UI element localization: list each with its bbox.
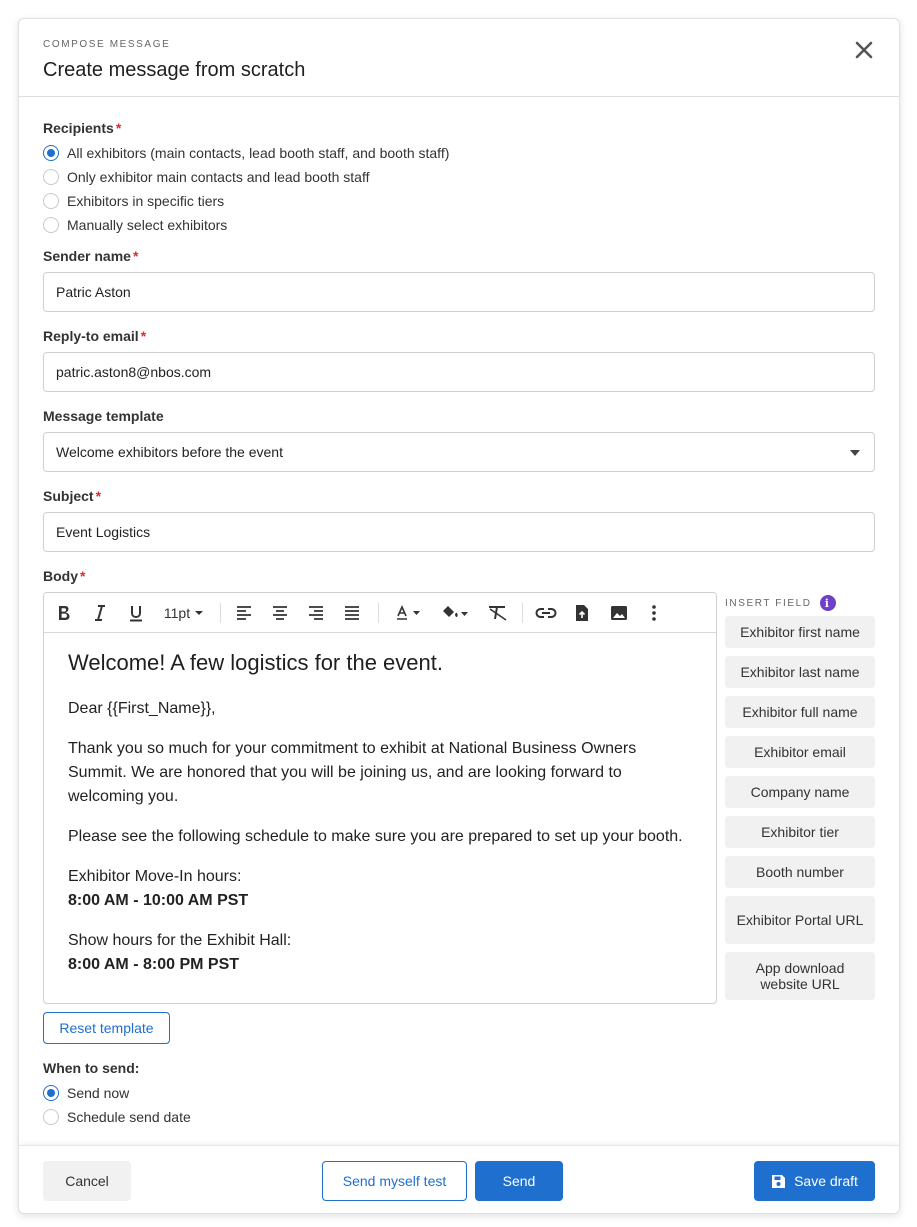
- sender-name-label: Sender name *: [43, 248, 139, 264]
- insert-field-booth-number[interactable]: Booth number: [725, 856, 875, 888]
- movein-hours: 8:00 AM - 10:00 AM PST: [68, 892, 249, 909]
- fill-color-icon[interactable]: [438, 601, 472, 625]
- caret-down-icon: [850, 450, 860, 456]
- send-button[interactable]: Send: [475, 1161, 563, 1201]
- body-paragraph: Thank you so much for your commitment to exhibit at National Business Owners Summit. We are honored that you will be joining us, and are looking forward to welcoming you.: [68, 740, 637, 805]
- file-upload-icon[interactable]: [572, 601, 592, 625]
- underline-icon[interactable]: [126, 601, 146, 625]
- recipient-option-tiers[interactable]: Exhibitors in specific tiers: [43, 191, 224, 211]
- text-color-icon[interactable]: [394, 601, 424, 625]
- radio-button[interactable]: [43, 193, 59, 209]
- recipients-label: Recipients *: [43, 120, 122, 136]
- subject-input[interactable]: Event Logistics: [43, 512, 875, 552]
- info-icon[interactable]: i: [820, 595, 836, 611]
- modal-title: Create message from scratch: [43, 59, 306, 81]
- send-test-button[interactable]: Send myself test: [322, 1161, 467, 1201]
- recipient-option-manual[interactable]: Manually select exhibitors: [43, 215, 227, 235]
- more-vertical-icon[interactable]: [644, 601, 664, 625]
- toolbar-divider: [522, 603, 523, 623]
- toolbar-divider: [378, 603, 379, 623]
- reset-template-button[interactable]: Reset template: [43, 1012, 170, 1044]
- insert-field-app-url[interactable]: App download website URL: [725, 952, 875, 1000]
- insert-field-portal-url[interactable]: Exhibitor Portal URL: [725, 896, 875, 944]
- body-label: Body *: [43, 568, 86, 584]
- movein-block: [68, 865, 688, 913]
- caret-down-icon: [194, 610, 204, 616]
- radio-button[interactable]: [43, 145, 59, 161]
- body-heading: Welcome! A few logistics for the event.: [68, 650, 443, 675]
- modal-eyebrow: COMPOSE MESSAGE: [43, 39, 171, 50]
- recipient-option-main-contacts[interactable]: Only exhibitor main contacts and lead booth staff: [43, 167, 369, 187]
- insert-field-full-name[interactable]: Exhibitor full name: [725, 696, 875, 728]
- radio-button[interactable]: [43, 217, 59, 233]
- radio-button[interactable]: [43, 169, 59, 185]
- insert-field-company-name[interactable]: Company name: [725, 776, 875, 808]
- insert-field-last-name[interactable]: Exhibitor last name: [725, 656, 875, 688]
- radio-button[interactable]: [43, 1109, 59, 1125]
- editor-toolbar: [44, 593, 716, 633]
- radio-button[interactable]: [43, 1085, 59, 1101]
- clear-format-icon[interactable]: [486, 601, 510, 625]
- message-template-select[interactable]: Welcome exhibitors before the event: [43, 432, 875, 472]
- reply-to-label: Reply-to email *: [43, 328, 147, 344]
- italic-icon[interactable]: [90, 601, 110, 625]
- schedule-send-option[interactable]: Schedule send date: [43, 1107, 191, 1127]
- body-paragraph: Please see the following schedule to make sure you are prepared to set up your booth.: [68, 828, 683, 845]
- close-icon[interactable]: [853, 39, 875, 61]
- insert-field-email[interactable]: Exhibitor email: [725, 736, 875, 768]
- image-icon[interactable]: [608, 601, 630, 625]
- compose-modal: [18, 18, 900, 1214]
- align-right-icon[interactable]: [306, 601, 326, 625]
- modal-header: [19, 19, 899, 97]
- reply-to-input[interactable]: patric.aston8@nbos.com: [43, 352, 875, 392]
- insert-field-tier[interactable]: Exhibitor tier: [725, 816, 875, 848]
- message-template-label: Message template: [43, 408, 164, 424]
- subject-label: Subject *: [43, 488, 102, 504]
- insert-field-label: INSERT FIELD i: [725, 595, 836, 611]
- editor-content[interactable]: [68, 649, 688, 993]
- recipient-option-all[interactable]: All exhibitors (main contacts, lead booth staff, and booth staff): [43, 143, 449, 163]
- align-justify-icon[interactable]: [342, 601, 362, 625]
- body-editor[interactable]: [43, 592, 717, 1004]
- when-to-send-label: When to send:: [43, 1060, 140, 1076]
- link-icon[interactable]: [534, 601, 558, 625]
- body-greeting: Dear {{First_Name}},: [68, 700, 216, 717]
- show-hours-block: [68, 929, 688, 977]
- font-size-select[interactable]: 11pt: [160, 601, 208, 625]
- insert-field-first-name[interactable]: Exhibitor first name: [725, 616, 875, 648]
- cancel-button[interactable]: Cancel: [43, 1161, 131, 1201]
- align-center-icon[interactable]: [270, 601, 290, 625]
- save-draft-button[interactable]: Save draft: [754, 1161, 875, 1201]
- toolbar-divider: [220, 603, 221, 623]
- align-left-icon[interactable]: [234, 601, 254, 625]
- modal-footer: [19, 1145, 899, 1214]
- sender-name-input[interactable]: Patric Aston: [43, 272, 875, 312]
- send-now-option[interactable]: Send now: [43, 1083, 129, 1103]
- bold-icon[interactable]: [54, 601, 74, 625]
- movein-label: Exhibitor Move-In hours:: [68, 868, 242, 885]
- show-hours: 8:00 AM - 8:00 PM PST: [68, 956, 240, 973]
- save-icon: [771, 1174, 786, 1189]
- show-hours-label: Show hours for the Exhibit Hall:: [68, 932, 292, 949]
